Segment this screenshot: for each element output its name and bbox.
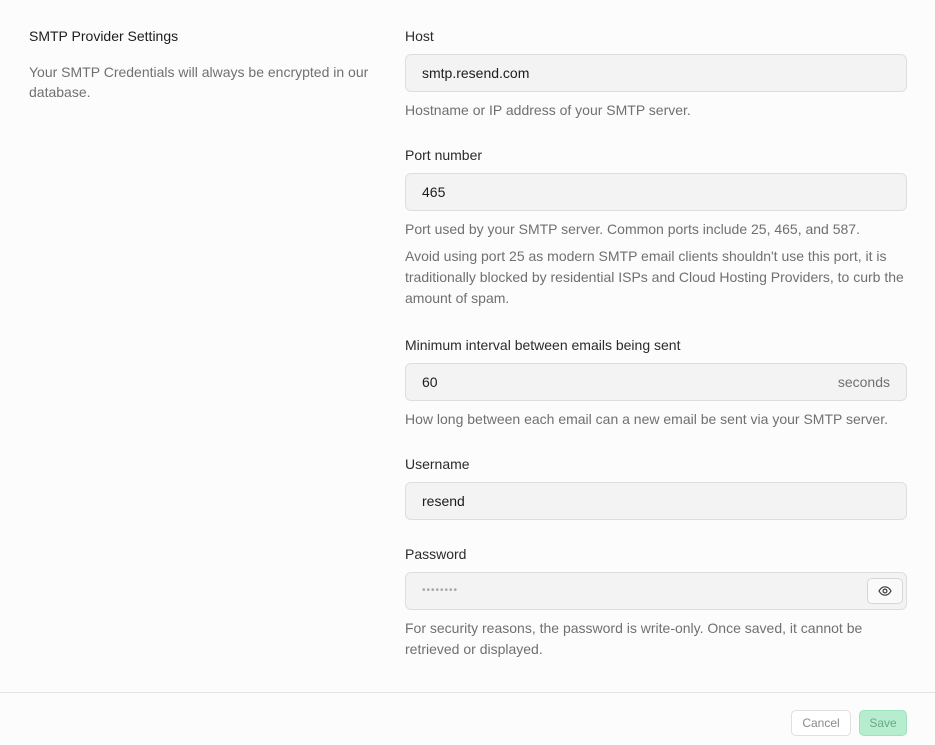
password-field-group (405, 544, 907, 660)
password-help: For security reasons, the password is write-only. Once saved, it cannot be retrieved or displayed. (405, 620, 863, 657)
host-label: Host (405, 28, 434, 44)
port-help: Port used by your SMTP server. Common ports include 25, 465, and 587. (405, 221, 860, 237)
toggle-password-visibility-button[interactable] (867, 578, 903, 604)
port-field-group (405, 145, 907, 335)
eye-icon (878, 586, 892, 596)
port-warning: Avoid using port 25 as modern SMTP email clients shouldn't use this port, it is traditionally blocked by residential ISPs and Cloud Hosting Providers, to curb the amount of spam. (405, 248, 904, 306)
password-placeholder[interactable]: •••••••• (422, 585, 459, 596)
port-label: Port number (405, 147, 483, 163)
password-input-wrapper[interactable] (405, 572, 907, 610)
username-input[interactable] (406, 483, 906, 519)
form-footer (0, 692, 935, 745)
interval-label: Minimum interval between emails being sent (405, 337, 681, 353)
password-label: Password (405, 546, 467, 562)
host-input[interactable] (406, 55, 906, 91)
username-input-wrapper (405, 482, 907, 520)
username-label: Username (405, 456, 470, 472)
settings-form (405, 26, 907, 660)
interval-help: How long between each email can a new email be sent via your SMTP server. (405, 411, 888, 427)
host-field-group (405, 26, 907, 145)
interval-input-wrapper (405, 363, 907, 401)
save-button[interactable]: Save (859, 710, 907, 736)
section-description: Your SMTP Credentials will always be encrypted in our database. (29, 64, 369, 100)
port-input-wrapper (405, 173, 907, 211)
section-info (29, 26, 389, 102)
interval-input[interactable] (406, 364, 906, 400)
host-input-wrapper (405, 54, 907, 92)
host-help: Hostname or IP address of your SMTP server. (405, 102, 691, 118)
section-title: SMTP Provider Settings (29, 28, 179, 44)
interval-unit-suffix: seconds (837, 374, 890, 390)
port-input[interactable] (406, 174, 906, 210)
cancel-button[interactable]: Cancel (791, 710, 851, 736)
username-field-group (405, 454, 907, 544)
interval-field-group (405, 335, 907, 454)
